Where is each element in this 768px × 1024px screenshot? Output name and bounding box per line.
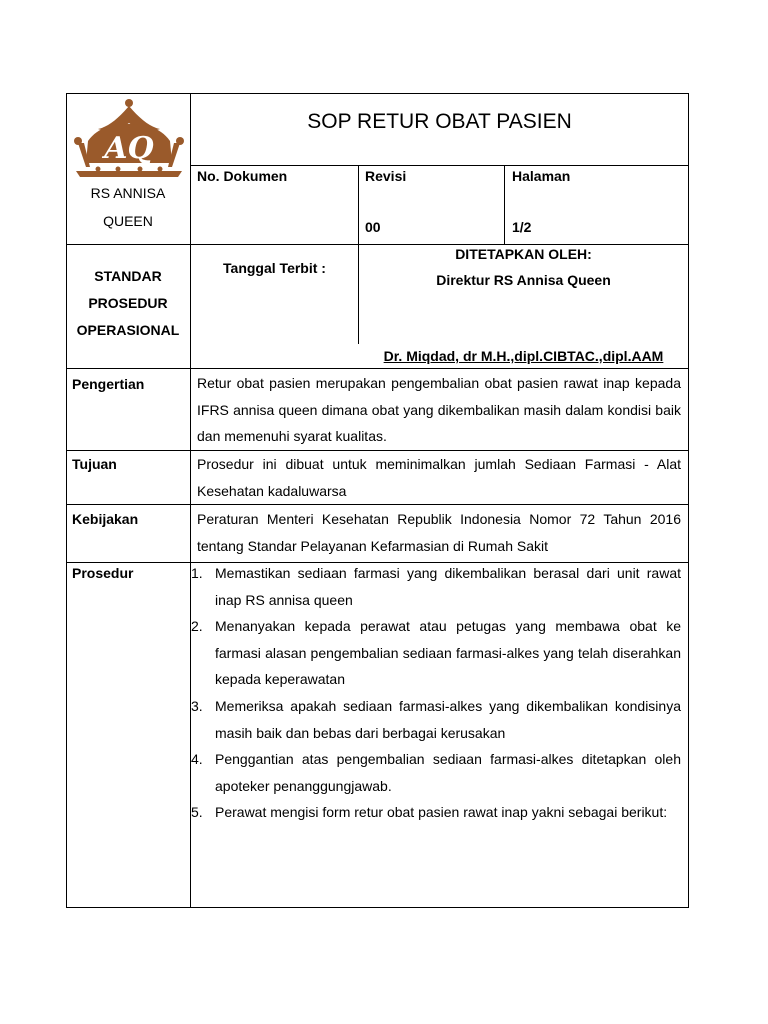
procedure-step bbox=[191, 746, 681, 799]
approver-name: Dr. Miqdad, dr M.H.,dipl.CIBTAC.,dipl.AAM bbox=[383, 348, 664, 364]
table-border-bottom bbox=[66, 907, 689, 908]
doc-info-divider-2 bbox=[504, 165, 505, 244]
page-label: Halaman bbox=[512, 168, 571, 184]
step-number: 3. bbox=[191, 697, 203, 714]
step-text: Memastikan sediaan farmasi yang dikembalikan berasal dari unit rawat inap RS annisa queen bbox=[215, 565, 681, 608]
sop-document bbox=[66, 93, 689, 908]
doc-number-label: No. Dokumen bbox=[197, 168, 288, 184]
section-label-pengertian: Pengertian bbox=[72, 376, 145, 392]
step-number: 2. bbox=[191, 618, 203, 635]
sop-type-label bbox=[66, 263, 190, 344]
step-number: 1. bbox=[191, 565, 203, 581]
section-label-kebijakan: Kebijakan bbox=[72, 511, 139, 527]
revision-label: Revisi bbox=[365, 168, 407, 184]
section-text-kebijakan: Peraturan Menteri Kesehatan Republik Indonesia Nomor 72 Tahun 2016 tentang Standar Pelayanan Kefarmasian di Rumah Sakit bbox=[197, 511, 681, 554]
procedure-step bbox=[191, 560, 681, 613]
step-text: Perawat mengisi form retur obat pasien rawat inap yakni sebagai berikut: bbox=[215, 804, 668, 821]
sop-label-line2: PROSEDUR bbox=[88, 295, 168, 311]
approved-by-role: Direktur RS Annisa Queen bbox=[436, 272, 611, 288]
section-text-tujuan: Prosedur ini dibuat untuk meminimalkan jumlah Sediaan Farmasi - Alat Kesehatan kadaluwarsa bbox=[197, 456, 681, 499]
row-divider-2 bbox=[66, 368, 689, 369]
title-divider bbox=[190, 165, 689, 166]
step-text: Menanyakan kepada perawat atau petugas yang membawa obat ke farmasi alasan pengembalian sediaan farmasi-alkes yang telah diserahkan kepada keperawatan bbox=[215, 618, 681, 688]
section-label-tujuan: Tujuan bbox=[72, 456, 117, 472]
procedure-step bbox=[191, 799, 681, 826]
step-number: 4. bbox=[191, 751, 203, 768]
step-number: 5. bbox=[191, 804, 203, 821]
table-border-right bbox=[688, 93, 689, 908]
hospital-name-line2: QUEEN bbox=[103, 213, 153, 229]
step-text: Memeriksa apakah sediaan farmasi-alkes yang dikembalikan kondisinya masih baik dan bebas dari berbagai kerusakan bbox=[215, 697, 681, 741]
logo-letters: AQ bbox=[104, 131, 154, 166]
procedure-step bbox=[191, 613, 681, 693]
row-divider-1 bbox=[66, 244, 689, 245]
issue-date-label: Tanggal Terbit : bbox=[223, 260, 326, 276]
page-value: 1/2 bbox=[512, 219, 532, 235]
section-label-prosedur: Prosedur bbox=[72, 565, 134, 581]
sop-label-line3: OPERASIONAL bbox=[76, 322, 180, 338]
hospital-logo bbox=[68, 97, 188, 177]
revision-value: 00 bbox=[365, 219, 381, 235]
procedure-steps bbox=[191, 560, 681, 826]
sop-label-line1: STANDAR bbox=[94, 268, 162, 284]
step-text: Penggantian atas pengembalian sediaan farmasi-alkes ditetapkan oleh apoteker penanggungjawab. bbox=[215, 751, 681, 794]
approved-by-label: DITETAPKAN OLEH: bbox=[455, 246, 592, 262]
hospital-name bbox=[66, 179, 190, 235]
hospital-name-line1: RS ANNISA bbox=[90, 185, 166, 201]
section-text-pengertian: Retur obat pasien merupakan pengembalian obat pasien rawat inap kepada IFRS annisa queen dimana obat yang dikembalikan masih dalam kondisi baik dan memenuhi syarat kualitas. bbox=[197, 375, 681, 445]
table-border-top bbox=[66, 93, 689, 94]
procedure-step bbox=[191, 693, 681, 746]
document-title: SOP RETUR OBAT PASIEN bbox=[307, 110, 572, 133]
